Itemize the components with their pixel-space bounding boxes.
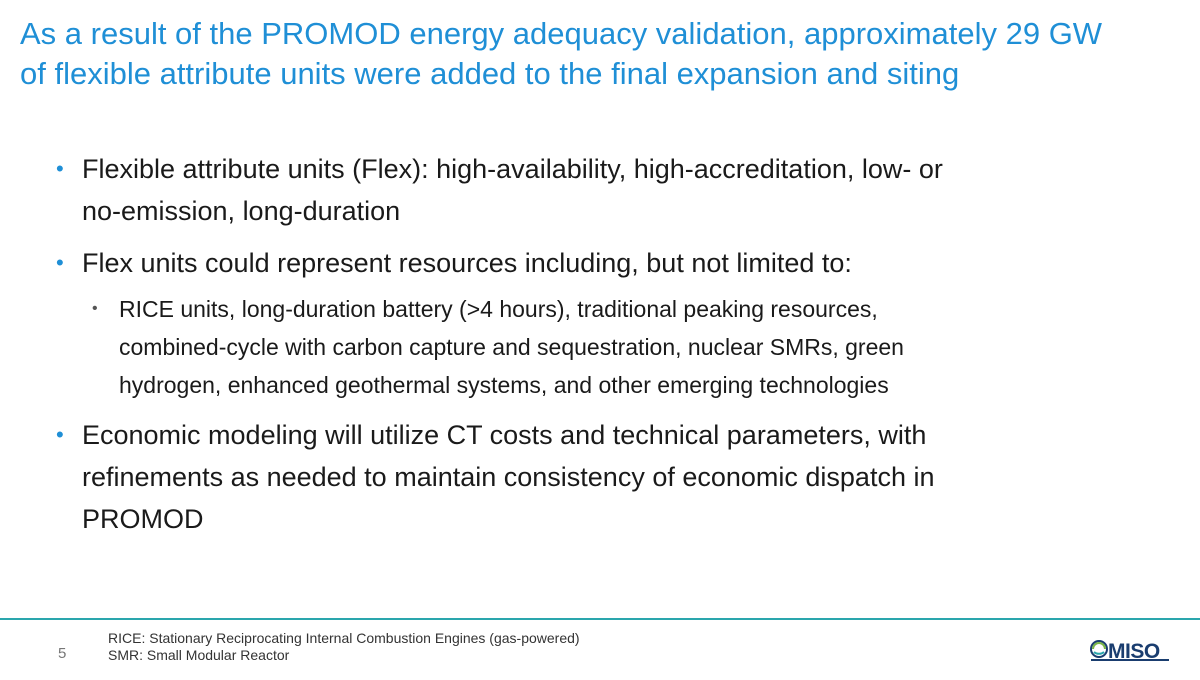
sub-bullet-dot-icon: •	[92, 300, 98, 317]
bullet-text-line-1: Economic modeling will utilize CT costs and technical parameters, with	[82, 420, 927, 450]
bullet-dot-icon: •	[56, 156, 64, 181]
bullet-dot-icon: •	[56, 422, 64, 447]
miso-logo-text: MISO	[1108, 640, 1160, 663]
bullet-list	[56, 148, 1166, 540]
sub-bullet-list	[82, 290, 1166, 404]
bullet-text-line-2: no-emission, long-duration	[82, 196, 401, 226]
bullet-item-flex-resources	[56, 242, 1166, 404]
sub-bullet-text-line-3: hydrogen, enhanced geothermal systems, and other emerging technologies	[119, 372, 889, 398]
sub-bullet-item-resource-types	[82, 290, 1166, 404]
bullet-text-line-1: Flexible attribute units (Flex): high-availability, high-accreditation, low- or	[82, 154, 943, 184]
slide-title-line-2: of flexible attribute units were added to the final expansion and siting	[20, 56, 960, 91]
sub-bullet-text-line-1: RICE units, long-duration battery (>4 hours), traditional peaking resources,	[119, 296, 878, 322]
bullet-text-line-3: PROMOD	[82, 504, 204, 534]
footnote-rice: RICE: Stationary Reciprocating Internal Combustion Engines (gas-powered)	[108, 630, 580, 646]
bullet-text-line-1: Flex units could represent resources including, but not limited to:	[82, 248, 852, 278]
footnote-smr: SMR: Small Modular Reactor	[108, 647, 290, 663]
footnotes	[108, 630, 580, 664]
bullet-dot-icon: •	[56, 250, 64, 275]
slide-title	[20, 14, 1200, 94]
footer-divider	[0, 618, 1200, 620]
sub-bullet-text-line-2: combined-cycle with carbon capture and sequestration, nuclear SMRs, green	[119, 334, 904, 360]
bullet-item-economic-modeling	[56, 414, 1166, 540]
bullet-item-flex-definition	[56, 148, 1166, 232]
slide-title-line-1: As a result of the PROMOD energy adequacy validation, approximately 29 GW	[20, 16, 1103, 51]
bullet-text-line-2: refinements as needed to maintain consistency of economic dispatch in	[82, 462, 935, 492]
page-number: 5	[58, 645, 67, 662]
